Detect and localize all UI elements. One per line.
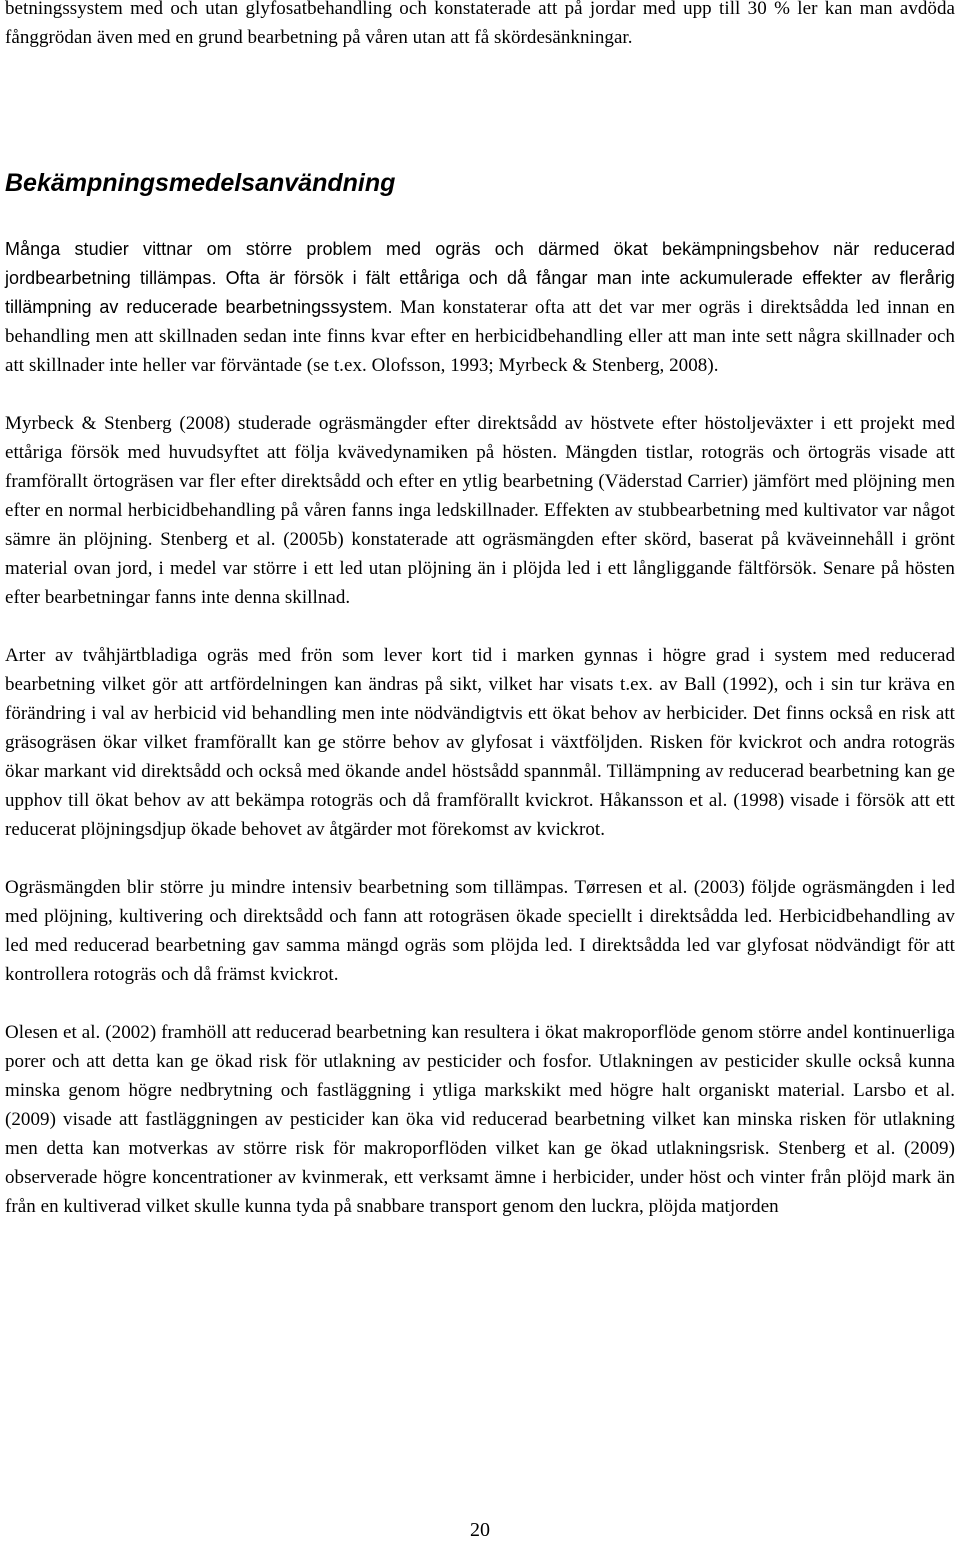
page-number: 20: [470, 1519, 490, 1541]
paragraph-gap: [5, 844, 955, 873]
paragraph-gap: [5, 989, 955, 1018]
paragraph-1: [5, 235, 955, 380]
paragraph-5: Olesen et al. (2002) framhöll att reducerad bearbetning kan resultera i ökat makroporflöde genom större andel kontinuerliga porer och att detta kan ge ökad risk för utlakning av pesticider och fosfor. Utlakningen av pesticider skulle också kunna minska genom högre nedbrytning och fastläggning i ytliga markskikt med högre halt organiskt material. Larsbo et al. (2009) visade att fastläggningen av pesticider kan öka vid reducerad bearbetning vilket kan minska risken för utlakning men detta kan motverkas av större risk för makroporflöden vilket kan ge ökad utlakningsrisk. Stenberg et al. (2009) observerade högre koncentrationer av kvinmerak, ett verksamt ämne i herbicider, under höst och vinter från plöjd mark än från en kultiverad vilket skulle kunna tyda på snabbare transport genom den luckra, plöjda matjorden: [5, 1022, 955, 1217]
paragraph-1-sans-text: Många studier vittnar om större problem med ogräs och därmed ökat bekämpningsbehov när reducerad jordbearbetning tillämpas. Ofta är försök i fält ettåriga och då fångar man inte ackumulerade effekter av flerårig tillämpning av reducerade bearbetningssystem.: [5, 239, 955, 317]
document-page: [5, 0, 955, 1217]
paragraph-1-serif-text: Man konstaterar ofta att det var mer ogräs i direktsådda led innan en behandling men att skillnaden sedan inte finns kvar efter en herbicidbehandling eller att man inte sett några skillnader och att skillnader inte heller var förväntade (se t.ex. Olofsson, 1993; Myrbeck & Stenberg, 2008).: [5, 297, 955, 376]
section-body: [5, 235, 955, 1221]
paragraph-2: Myrbeck & Stenberg (2008) studerade ogräsmängder efter direktsådd av höstvete efter höstoljeväxter i ett projekt med ettåriga försök med huvudsyftet att följa kvävedynamiken på hösten. Mängden tistlar, rotogräs och örtogräs visade att framförallt örtogräsen var fler efter direktsådd och efter en ytlig bearbetning (Väderstad Carrier) jämfört med plöjning men efter en normal herbicidbehandling på våren fanns inga ledskillnader. Effekten av stubbearbetning med kultivator var något sämre än plöjning. Stenberg et al. (2005b) konstaterade att ogräsmängden efter skörd, baserat på kväveinnehåll i grönt material ovan jord, i medel var större i ett led utan plöjning än i plöjda led i ett långliggande fältförsök. Senare på hösten efter bearbetningar fanns inte denna skillnad.: [5, 413, 955, 608]
paragraph-3: Arter av tvåhjärtbladiga ogräs med frön som lever kort tid i marken gynnas i högre grad i system med reducerad bearbetning vilket gör att artfördelningen kan ändras på sikt, vilket har visats t.ex. av Ball (1992), och i sin tur kräva en förändring i val av herbicid vid behandling men inte nödvändigtvis ett ökat behov av herbicider. Det finns också en risk att gräsogräsen ökar vilket framförallt kan ge större behov av glyfosat i växtföljden. Risken för kvickrot och andra rotogräs ökar markant vid direktsådd och också med ökande andel höstsådd spannmål. Tillämpning av reducerad bearbetning kan ge upphov till ökat behov av att bekämpa rotogräs och då framförallt kvickrot. Håkansson et al. (1998) visade i försök att ett reducerat plöjningsdjup ökade behovet av åtgärder mot förekomst av kvickrot.: [5, 645, 955, 840]
paragraph-4: Ogräsmängden blir större ju mindre intensiv bearbetning som tillämpas. Tørresen et al. (2003) följde ogräsmängden i led med plöjning, kultivering och direktsådd och fann att rotogräsen ökade speciellt i direktsådda led. Herbicidbehandling av led med reducerad bearbetning gav samma mängd ogräs som plöjda led. I direktsådda led var glyfosat nödvändigt för att kontrollera rotogräs och då främst kvickrot.: [5, 877, 955, 985]
paragraph-gap: [5, 380, 955, 409]
intro-paragraph: betningssystem med och utan glyfosatbehandling och konstaterade att på jordar med upp till 30 % ler kan man avdöda fånggrödan även med en grund bearbetning på våren utan att få skördesänkningar.: [5, 0, 955, 48]
section-heading: Bekämpningsmedelsanvändning: [5, 169, 396, 197]
paragraph-gap: [5, 612, 955, 641]
